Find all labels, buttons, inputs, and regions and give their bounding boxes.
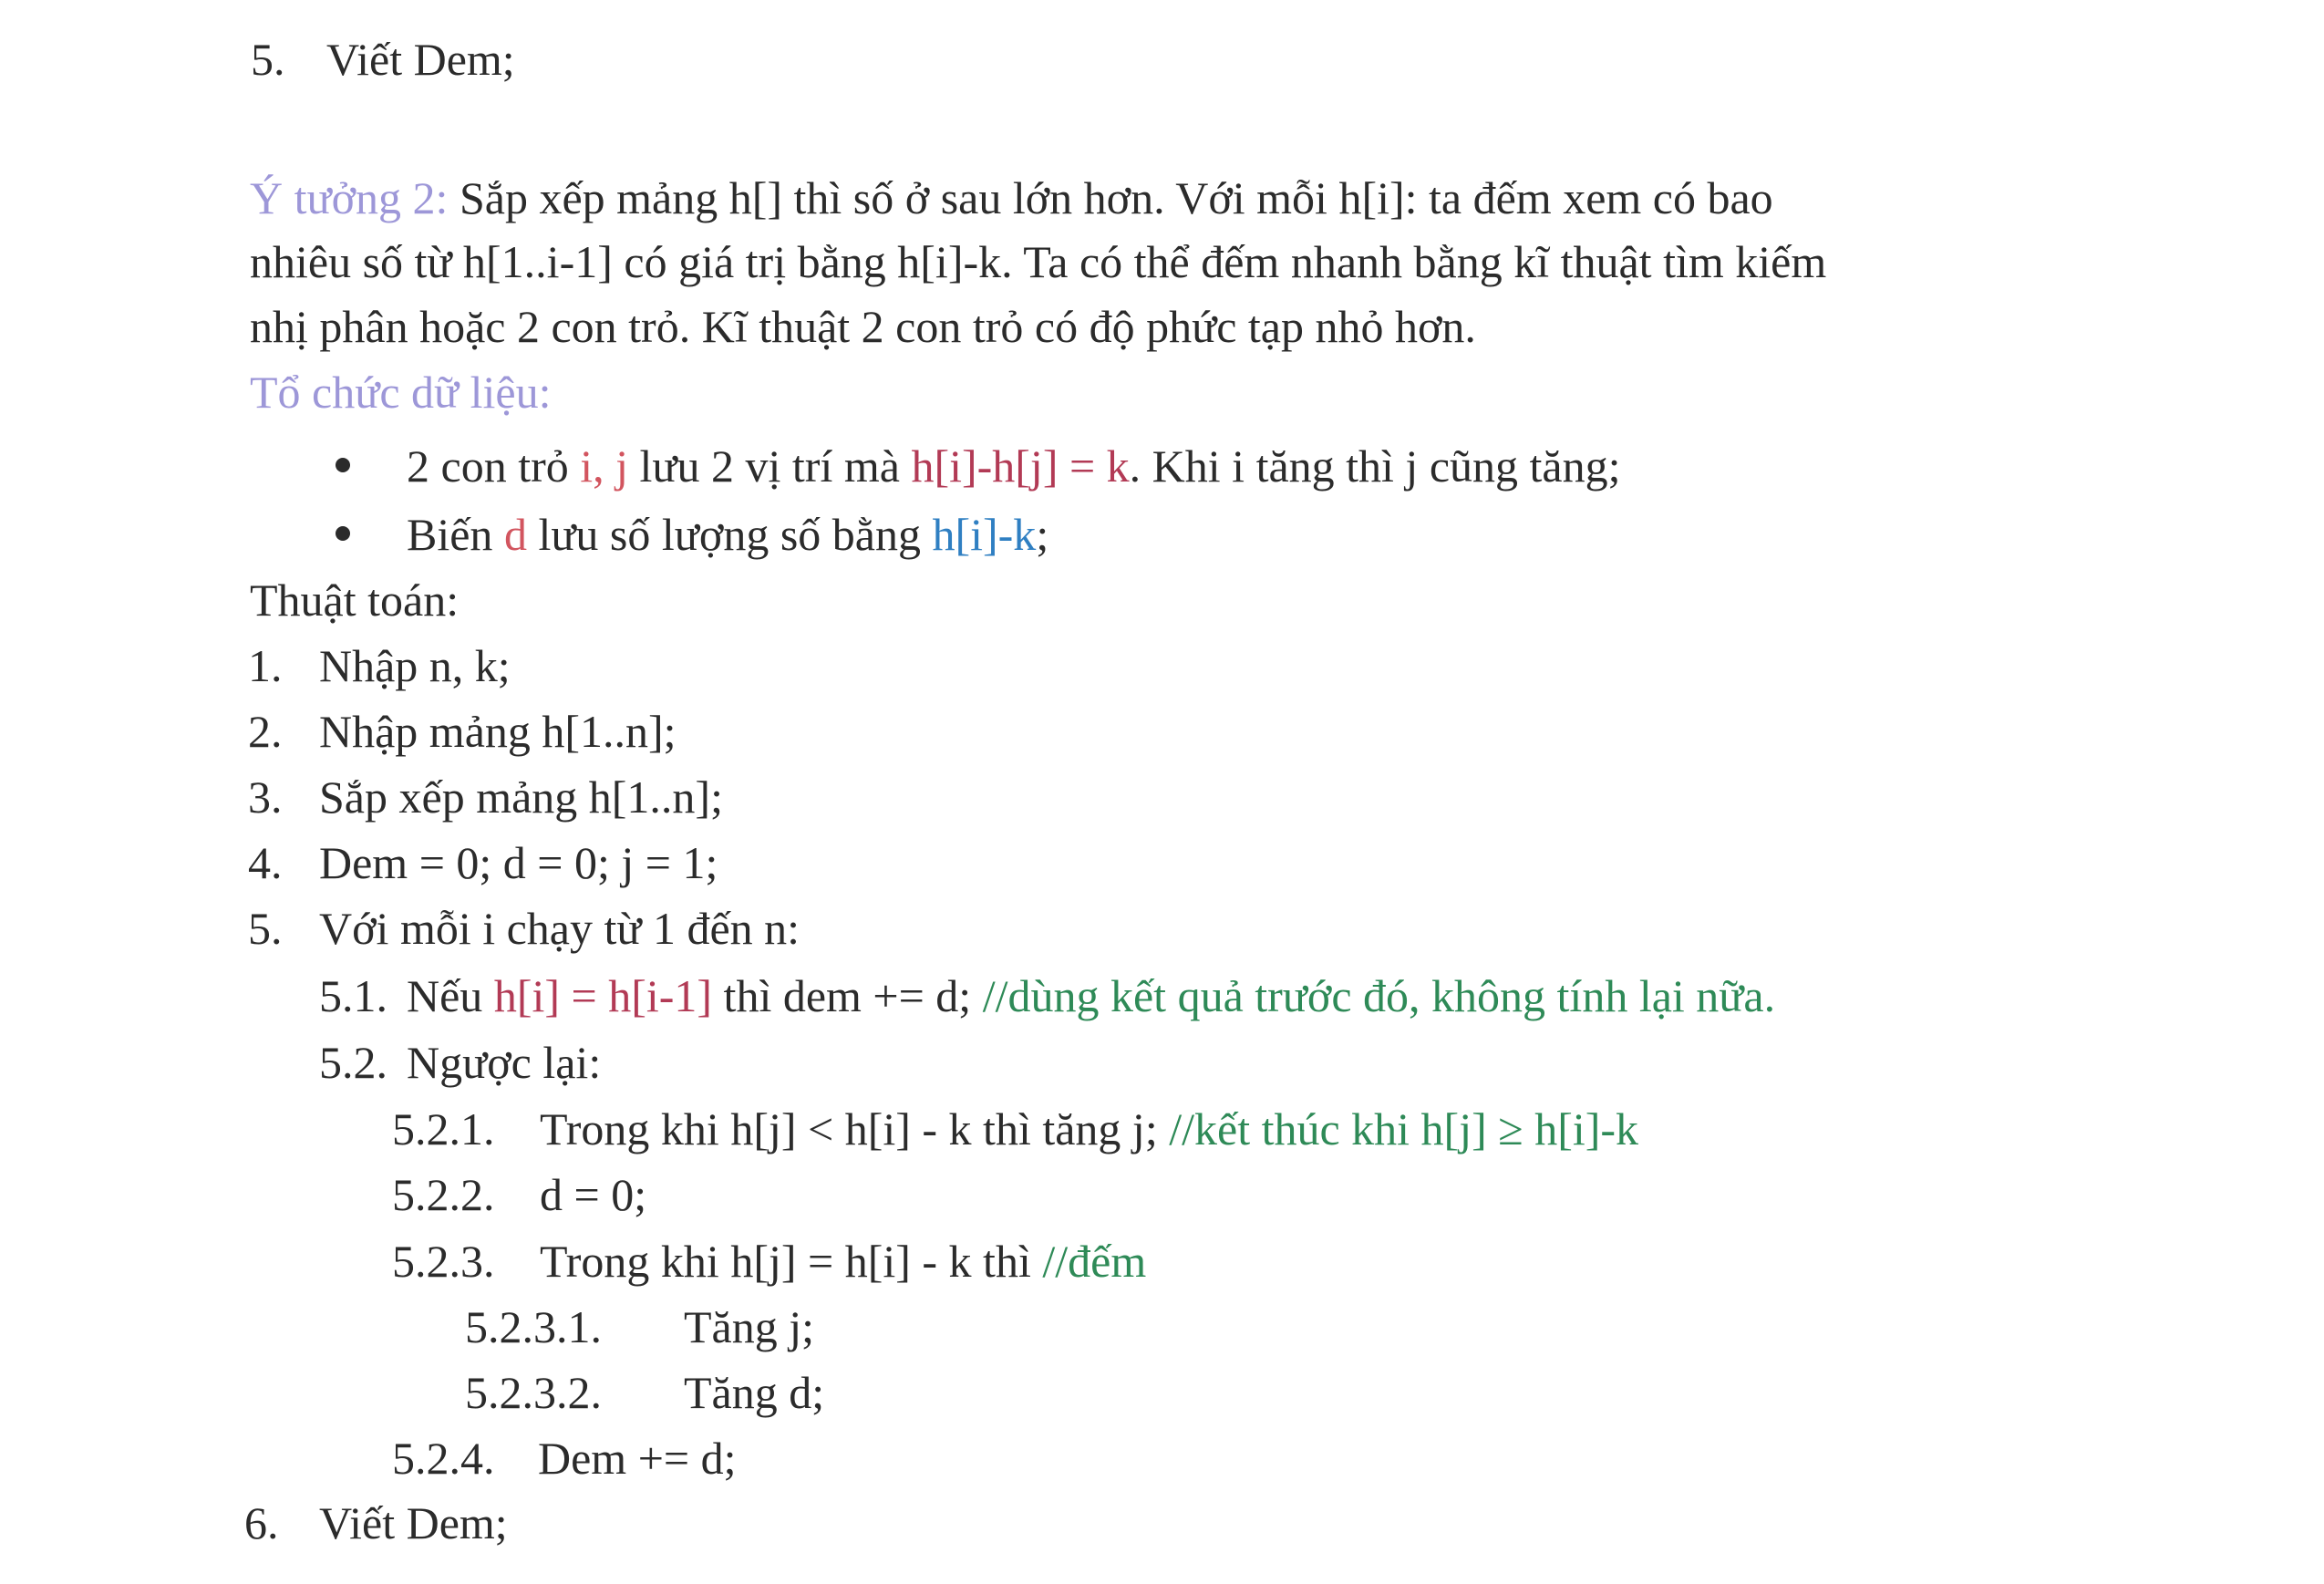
step-5-1-mid: thì dem += d;: [712, 970, 983, 1021]
step-4-number: 4.: [248, 837, 283, 888]
bullet-2-mid: lưu số lượng số bằng: [526, 509, 933, 560]
bullet-2-var: d: [503, 509, 527, 560]
step-6-text: Viết Dem;: [319, 1497, 508, 1548]
step-5-2-3-text: [540, 1234, 1146, 1289]
bullet-1-post: . Khi i tăng thì j cũng tăng;: [1129, 440, 1621, 492]
step-5-1-condition: h[i] = h[i-1]: [493, 970, 713, 1021]
step-5-1-pre: Nếu: [407, 970, 494, 1021]
bullet-1-vars: i, j: [580, 440, 629, 492]
bullet-1-mid: lưu 2 vị trí mà: [628, 440, 912, 492]
step-2-text: Nhập mảng h[1..n];: [319, 706, 677, 757]
step-5-1-comment: //dùng kết quả trước đó, không tính lại nữa.: [982, 970, 1776, 1021]
bullet-dot-2: [336, 526, 350, 541]
idea-paragraph-line-1: [250, 171, 1773, 225]
step-5-2-3-comment: //đếm: [1042, 1236, 1147, 1287]
step-5-2-1-comment: //kết thúc khi h[j] ≥ h[i]-k: [1169, 1103, 1639, 1154]
step-5-2-2-text: d = 0;: [540, 1169, 647, 1220]
step-5-1-text: [407, 968, 1775, 1023]
step-5-2-3-2-number: 5.2.3.2.: [465, 1367, 602, 1418]
bullet-1-pre: 2 con trỏ: [407, 440, 581, 492]
data-org-heading: Tổ chức dữ liệu:: [250, 367, 552, 418]
bullet-1-condition: h[i]-h[j] = k: [911, 440, 1130, 492]
idea-paragraph-line-2: nhiêu số từ h[1..i-1] có giá trị bằng h[i]-k. Ta có thể đếm nhanh bằng kĩ thuật tìm kiếm: [250, 236, 1827, 287]
step-5-2-3-number: 5.2.3.: [392, 1236, 495, 1287]
bullet-2-pre: Biến: [407, 509, 504, 560]
step-5-2-1-text: [540, 1102, 1638, 1156]
bullet-2-post: ;: [1036, 509, 1049, 560]
step-3-text: Sắp xếp mảng h[1..n];: [319, 771, 723, 823]
step-6-number: 6.: [244, 1497, 279, 1548]
step-5-2-number: 5.2.: [319, 1037, 387, 1088]
step-5-2-3-1-number: 5.2.3.1.: [465, 1301, 602, 1352]
step-3-number: 3.: [248, 771, 283, 823]
step-5-1-number: 5.1.: [319, 970, 387, 1021]
top-step-text: Viết Dem;: [326, 34, 515, 85]
step-1-text: Nhập n, k;: [319, 640, 511, 691]
step-5-2-2-number: 5.2.2.: [392, 1169, 495, 1220]
idea-text-1: Sắp xếp mảng h[] thì số ở sau lớn hơn. Với mỗi h[i]: ta đếm xem có bao: [459, 172, 1773, 223]
step-2-number: 2.: [248, 706, 283, 757]
step-5-number: 5.: [248, 903, 283, 954]
step-5-2-3-body: Trong khi h[j] = h[i] - k thì: [540, 1236, 1043, 1287]
step-5-2-text: Ngược lại:: [407, 1037, 602, 1088]
data-org-bullet-1: [407, 439, 1621, 493]
step-5-text: Với mỗi i chạy từ 1 đến n:: [319, 903, 800, 954]
idea-paragraph-line-3: nhị phân hoặc 2 con trỏ. Kĩ thuật 2 con trỏ có độ phức tạp nhỏ hơn.: [250, 301, 1476, 352]
step-5-2-1-body: Trong khi h[j] < h[i] - k thì tăng j;: [540, 1103, 1170, 1154]
idea-label: Ý tưởng 2:: [250, 172, 449, 223]
step-5-2-1-number: 5.2.1.: [392, 1103, 495, 1154]
data-org-bullet-2: [407, 507, 1048, 562]
step-5-2-4-text: Dem += d;: [538, 1433, 737, 1484]
step-5-2-3-2-text: Tăng d;: [684, 1367, 825, 1418]
step-4-text: Dem = 0; d = 0; j = 1;: [319, 837, 718, 888]
top-step-number: 5.: [251, 34, 285, 85]
step-5-2-4-number: 5.2.4.: [392, 1433, 495, 1484]
bullet-2-expr: h[i]-k: [932, 509, 1037, 560]
bullet-dot-1: [336, 458, 350, 472]
step-5-2-3-1-text: Tăng j;: [684, 1301, 815, 1352]
algorithm-heading: Thuật toán:: [250, 575, 460, 626]
step-1-number: 1.: [248, 640, 283, 691]
